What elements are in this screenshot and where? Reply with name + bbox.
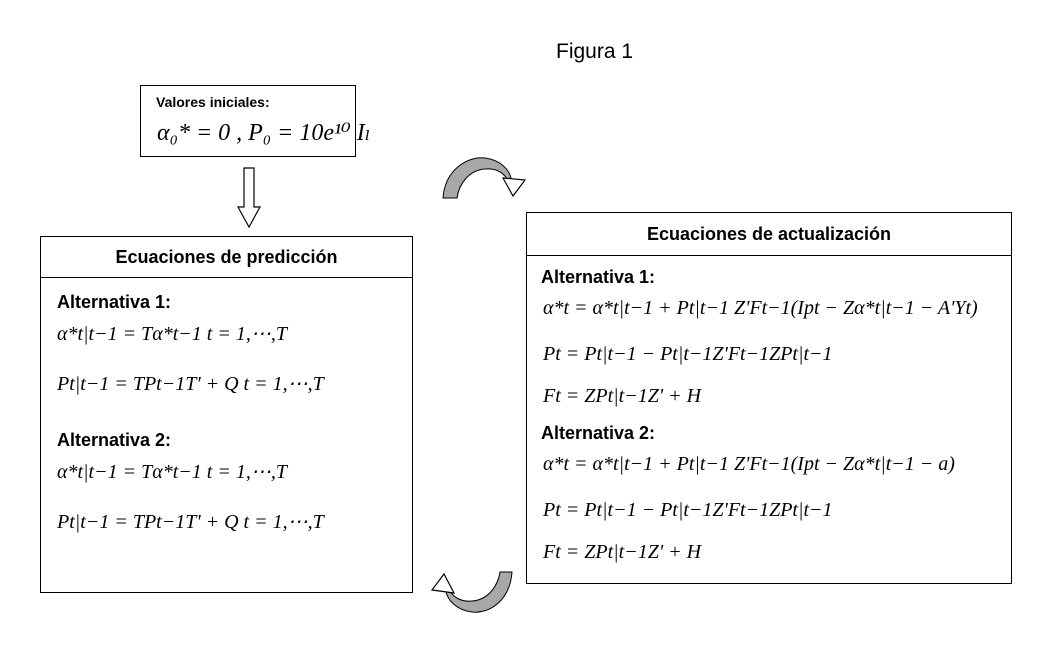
cycle-arrow-bottom-icon	[428, 566, 518, 618]
update-alt2-eq2: Pt = Pt|t−1 − Pt|t−1Z'Ft−1ZPt|t−1	[543, 499, 833, 521]
update-alt2-eq1: α*t = α*t|t−1 + Pt|t−1 Z'Ft−1(Ipt − Zα*t|t−1 − a)	[543, 453, 955, 475]
prediction-title: Ecuaciones de predicción	[41, 237, 412, 278]
cycle-arrow-top-icon	[437, 152, 529, 202]
prediction-alt1-eq2: Pt|t−1 = TPt−1T' + Q t = 1,⋯,T	[57, 373, 324, 395]
prediction-alt1-label: Alternativa 1:	[57, 292, 172, 312]
update-box	[526, 212, 1012, 584]
update-title: Ecuaciones de actualización	[527, 213, 1011, 256]
update-alt1-eq3: Ft = ZPt|t−1Z' + H	[543, 385, 702, 407]
prediction-alt2-eq2: Pt|t−1 = TPt−1T' + Q t = 1,⋯,T	[57, 511, 324, 533]
update-alt1-eq1: α*t = α*t|t−1 + Pt|t−1 Z'Ft−1(Ipt − Zα*t|t−1 − A'Yt)	[543, 297, 978, 319]
prediction-box	[40, 236, 413, 593]
update-alt1-label: Alternativa 1:	[541, 267, 656, 287]
initial-values-equation: α₀* = 0 , P₀ = 10e¹⁰ Iₗ	[157, 120, 371, 146]
figure-title: Figura 1	[556, 40, 634, 63]
initial-values-box	[140, 85, 371, 157]
update-alt2-label: Alternativa 2:	[541, 423, 656, 443]
prediction-alt2-label: Alternativa 2:	[57, 430, 172, 450]
prediction-alt2-eq1: α*t|t−1 = Tα*t−1 t = 1,⋯,T	[57, 461, 287, 483]
update-alt2-eq3: Ft = ZPt|t−1Z' + H	[543, 541, 702, 563]
update-alt1-eq2: Pt = Pt|t−1 − Pt|t−1Z'Ft−1ZPt|t−1	[543, 343, 833, 365]
down-arrow-icon	[237, 167, 261, 229]
initial-values-label: Valores iniciales:	[156, 94, 270, 110]
prediction-alt1-eq1: α*t|t−1 = Tα*t−1 t = 1,⋯,T	[57, 323, 287, 345]
